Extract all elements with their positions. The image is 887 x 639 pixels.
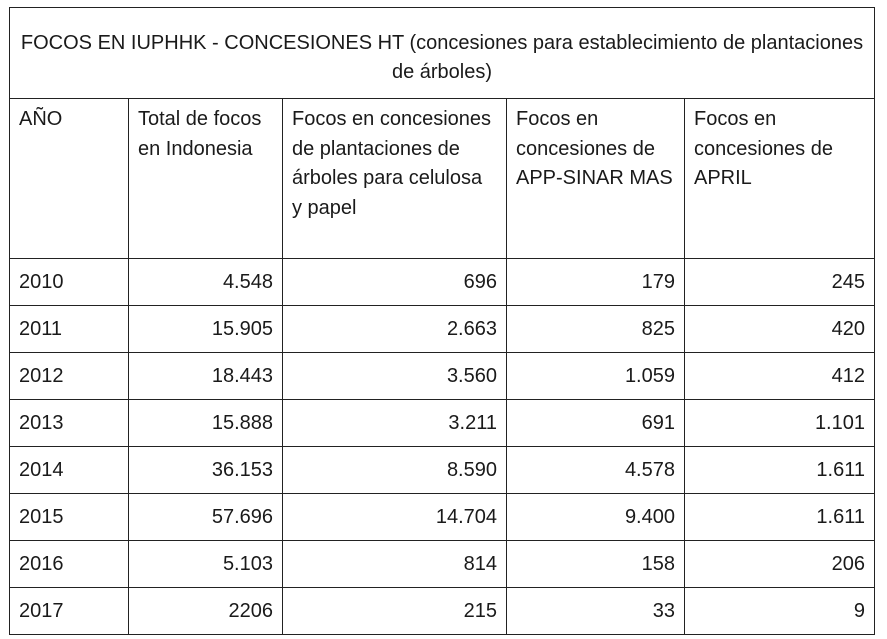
cell-pulp-paper-concessions: 8.590 — [283, 447, 507, 494]
cell-april: 245 — [685, 259, 875, 306]
cell-total-indonesia: 15.905 — [129, 306, 283, 353]
cell-total-indonesia: 18.443 — [129, 353, 283, 400]
cell-pulp-paper-concessions: 3.211 — [283, 400, 507, 447]
cell-total-indonesia: 5.103 — [129, 541, 283, 588]
cell-app-sinar-mas: 33 — [507, 588, 685, 635]
column-header-total-indonesia: Total de focos en Indonesia — [129, 99, 283, 259]
cell-year: 2015 — [10, 494, 129, 541]
title-row — [10, 8, 875, 99]
cell-app-sinar-mas: 158 — [507, 541, 685, 588]
table-row — [10, 306, 875, 353]
cell-april: 412 — [685, 353, 875, 400]
cell-year: 2013 — [10, 400, 129, 447]
cell-app-sinar-mas: 825 — [507, 306, 685, 353]
cell-year: 2011 — [10, 306, 129, 353]
cell-pulp-paper-concessions: 14.704 — [283, 494, 507, 541]
cell-year: 2017 — [10, 588, 129, 635]
cell-year: 2012 — [10, 353, 129, 400]
table-row — [10, 494, 875, 541]
column-header-app-sinar-mas: Focos en concesiones de APP-SINAR MAS — [507, 99, 685, 259]
cell-pulp-paper-concessions: 814 — [283, 541, 507, 588]
cell-app-sinar-mas: 9.400 — [507, 494, 685, 541]
cell-total-indonesia: 2206 — [129, 588, 283, 635]
cell-total-indonesia: 4.548 — [129, 259, 283, 306]
table-row — [10, 353, 875, 400]
cell-april: 206 — [685, 541, 875, 588]
cell-april: 1.101 — [685, 400, 875, 447]
cell-total-indonesia: 57.696 — [129, 494, 283, 541]
table-body — [10, 259, 875, 635]
cell-total-indonesia: 36.153 — [129, 447, 283, 494]
cell-total-indonesia: 15.888 — [129, 400, 283, 447]
column-header-pulp-paper-concessions: Focos en concesiones de plantaciones de árboles para celulosa y papel — [283, 99, 507, 259]
cell-april: 1.611 — [685, 494, 875, 541]
cell-year: 2014 — [10, 447, 129, 494]
table-row — [10, 259, 875, 306]
cell-year: 2010 — [10, 259, 129, 306]
table-row — [10, 541, 875, 588]
cell-pulp-paper-concessions: 2.663 — [283, 306, 507, 353]
column-header-year: AÑO — [10, 99, 129, 259]
table-row — [10, 400, 875, 447]
cell-pulp-paper-concessions: 3.560 — [283, 353, 507, 400]
table-title: FOCOS EN IUPHHK - CONCESIONES HT (concesiones para establecimiento de plantaciones de árboles) — [10, 8, 875, 99]
cell-april: 420 — [685, 306, 875, 353]
cell-app-sinar-mas: 691 — [507, 400, 685, 447]
table-row — [10, 447, 875, 494]
column-header-april: Focos en concesiones de APRIL — [685, 99, 875, 259]
cell-app-sinar-mas: 1.059 — [507, 353, 685, 400]
cell-april: 9 — [685, 588, 875, 635]
cell-app-sinar-mas: 179 — [507, 259, 685, 306]
table-row — [10, 588, 875, 635]
cell-year: 2016 — [10, 541, 129, 588]
hotspots-table — [9, 7, 875, 635]
cell-pulp-paper-concessions: 696 — [283, 259, 507, 306]
cell-april: 1.611 — [685, 447, 875, 494]
cell-app-sinar-mas: 4.578 — [507, 447, 685, 494]
header-row — [10, 99, 875, 259]
cell-pulp-paper-concessions: 215 — [283, 588, 507, 635]
